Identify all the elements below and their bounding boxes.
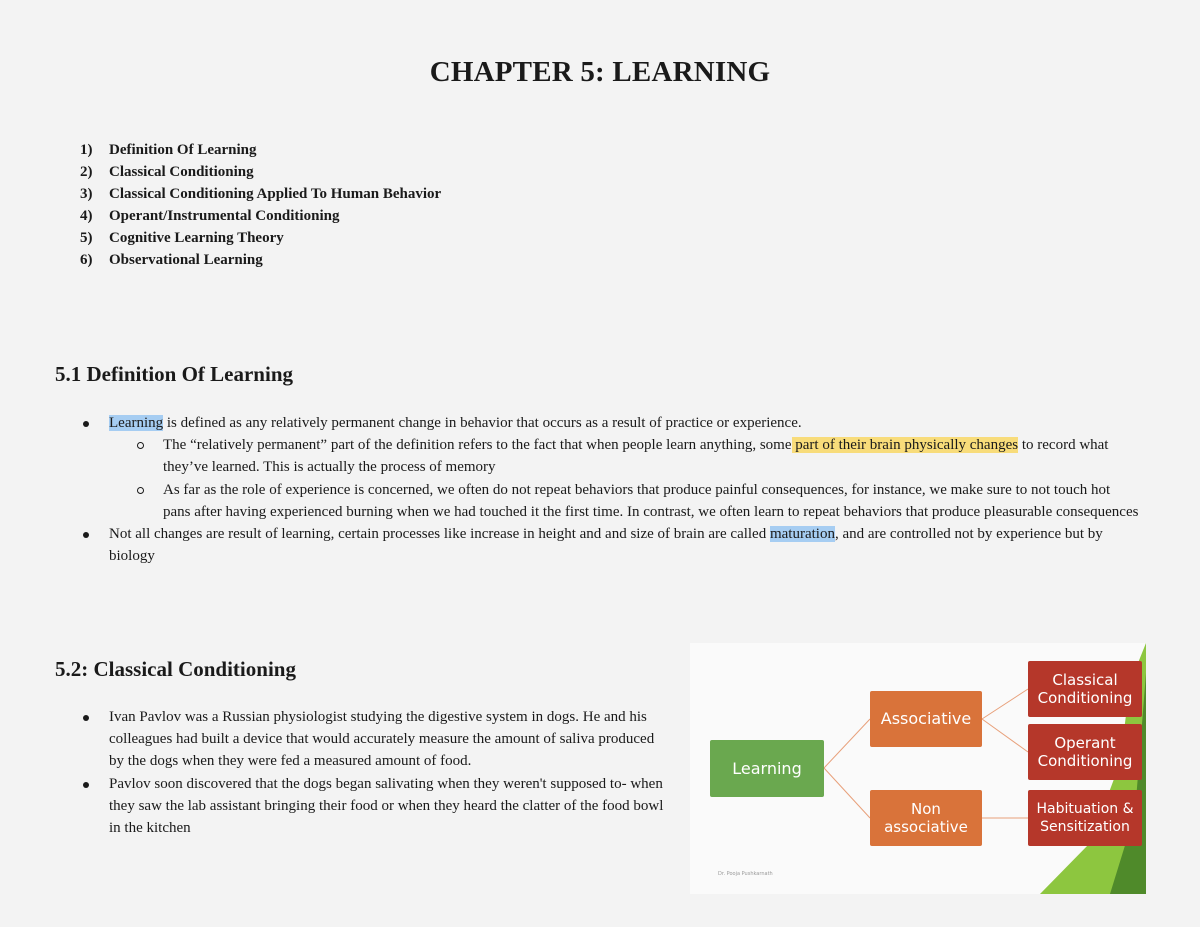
section-heading-5-1: 5.1 Definition Of Learning xyxy=(55,362,294,386)
habituation-sensitization-node xyxy=(1028,790,1142,846)
highlighted-phrase: part of their brain physically changes xyxy=(791,437,1019,454)
toc-number: 6) xyxy=(80,252,93,268)
toc-number: 2) xyxy=(80,164,93,180)
list-item xyxy=(109,706,669,773)
bullet-icon xyxy=(83,782,89,788)
bullet-icon xyxy=(83,715,89,721)
bullet-icon xyxy=(83,532,89,538)
toc-label: Classical Conditioning xyxy=(109,164,254,180)
hollow-bullet-icon xyxy=(137,442,144,449)
list-item-text: Not all changes are result of learning, certain processes like increase in height and and size of brain are called xyxy=(109,526,770,543)
node-label: Conditioning xyxy=(1037,752,1133,770)
toc-number: 3) xyxy=(80,186,93,202)
section-5-2-list xyxy=(109,706,669,839)
toc-label: Observational Learning xyxy=(109,252,263,268)
toc-label: Cognitive Learning Theory xyxy=(109,230,284,246)
hollow-bullet-icon xyxy=(137,487,144,494)
sub-item-text: to record what they’ve learned. This is actually the process of memory xyxy=(163,437,1109,476)
node-label: Operant xyxy=(1054,734,1116,752)
list-item xyxy=(109,773,669,840)
learning-node xyxy=(710,740,824,797)
list-item-text: Pavlov soon discovered that the dogs began salivating when they weren't supposed to- when they saw the lab assistant bringing their food or when they heard the clatter of the food bowl in the kitchen xyxy=(109,775,664,837)
learning-types-diagram xyxy=(690,643,1146,894)
list-item-text: is defined as any relatively permanent change in behavior that occurs as a result of practice or experience. xyxy=(163,415,802,431)
toc-item xyxy=(80,161,441,183)
list-item-text: , and are controlled not by experience but by biology xyxy=(109,526,1103,565)
list-item-text: Ivan Pavlov was a Russian physiologist studying the digestive system in dogs. He and his colleagues had built a device that would accurately measure the amount of saliva produced by the dogs when they were fed a measured amount of food. xyxy=(109,709,655,770)
classical-conditioning-node xyxy=(1028,661,1142,717)
section-5-1-list xyxy=(109,412,1139,567)
highlighted-term: maturation xyxy=(769,526,835,543)
node-label: Habituation & xyxy=(1036,801,1134,817)
section-heading-5-2: 5.2: Classical Conditioning xyxy=(55,657,296,681)
page-title: CHAPTER 5: LEARNING xyxy=(429,56,771,88)
non-associative-node xyxy=(870,790,982,846)
toc-number: 5) xyxy=(80,230,93,246)
associative-node xyxy=(870,691,982,747)
bullet-icon xyxy=(83,421,89,427)
sub-item-text: As far as the role of experience is concerned, we often do not repeat behaviors that produce painful consequences, for instance, we make sure to not touch hot pans after having experienced burning when we had touched it the first time. In contrast, we often learn to repeat behaviors that produce pleasurable consequences xyxy=(163,481,1139,520)
toc-item xyxy=(80,183,441,205)
slide-footer: Dr. Pooja Pushkarnath xyxy=(718,871,773,877)
toc-item xyxy=(80,139,441,161)
operant-conditioning-node xyxy=(1028,724,1142,780)
toc-item xyxy=(80,205,441,227)
list-item xyxy=(109,412,1139,523)
toc-label: Operant/Instrumental Conditioning xyxy=(109,208,340,224)
node-label: Conditioning xyxy=(1037,689,1133,707)
node-label: Sensitization xyxy=(1040,819,1130,835)
node-label: Non xyxy=(911,800,941,818)
node-label: Classical xyxy=(1052,671,1118,689)
node-label: associative xyxy=(884,818,968,836)
list-item xyxy=(109,523,1139,567)
toc-label: Definition Of Learning xyxy=(109,142,257,158)
sub-list-item xyxy=(163,479,1139,523)
sub-item-text: The “relatively permanent” part of the definition refers to the fact that when people learn anything, some xyxy=(163,437,792,454)
node-label: Learning xyxy=(732,758,802,778)
toc-label: Classical Conditioning Applied To Human Behavior xyxy=(109,186,442,202)
toc-item xyxy=(80,227,441,249)
node-label: Associative xyxy=(880,709,972,728)
toc-item xyxy=(80,249,441,271)
toc-number: 4) xyxy=(80,208,93,224)
sub-list-item xyxy=(163,434,1139,478)
toc-number: 1) xyxy=(80,142,93,158)
highlighted-term: Learning xyxy=(109,415,164,431)
sub-list xyxy=(109,434,1139,523)
table-of-contents xyxy=(80,139,441,271)
